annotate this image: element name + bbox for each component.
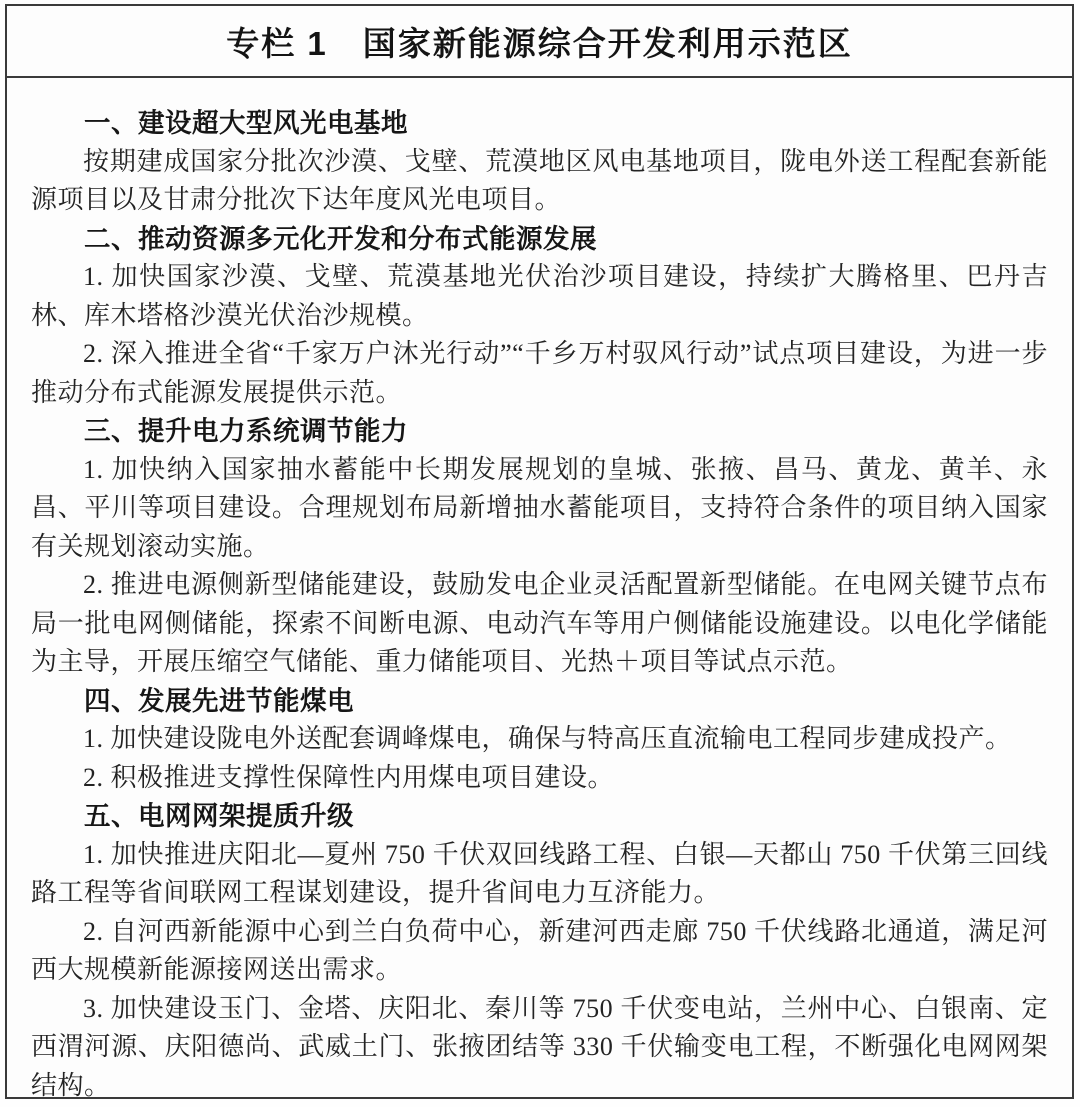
column-title: 专栏 1 国家新能源综合开发利用示范区 bbox=[7, 6, 1072, 78]
section-2-paragraph-2: 2. 深入推进全省“千家万户沐光行动”“千乡万村驭风行动”试点项目建设，为进一步推动分布式能源发展提供示范。 bbox=[31, 339, 1048, 407]
column-box bbox=[5, 4, 1074, 1099]
section-4-paragraph-2: 2. 积极推进支撑性保障性内用煤电项目建设。 bbox=[83, 762, 615, 792]
section-5-paragraph-3: 3. 加快建设玉门、金塔、庆阳北、秦川等 750 千伏变电站，兰州中心、白银南、定西渭河源、庆阳德尚、武威土门、张掖团结等 330 千伏输变电工程，不断强化电网网架结构。 bbox=[31, 993, 1048, 1100]
section-2-heading: 二、推动资源多元化开发和分布式能源发展 bbox=[84, 223, 597, 254]
section-4-heading: 四、发展先进节能煤电 bbox=[84, 685, 354, 716]
section-1-paragraph-1: 按期建成国家分批次沙漠、戈壁、荒漠地区风电基地项目，陇电外送工程配套新能源项目以及甘肃分批次下达年度风光电项目。 bbox=[31, 146, 1048, 214]
section-1-heading: 一、建设超大型风光电基地 bbox=[84, 108, 408, 138]
section-3-paragraph-2: 2. 推进电源侧新型储能建设，鼓励发电企业灵活配置新型储能。在电网关键节点布局一批电网侧储能，探索不间断电源、电动汽车等用户侧储能设施建设。以电化学储能为主导，开展压缩空气储能、重力储能项目、光热＋项目等试点示范。 bbox=[31, 570, 1048, 676]
section-5-paragraph-1: 1. 加快推进庆阳北—夏州 750 千伏双回线路工程、白银—天都山 750 千伏第三回线路工程等省间联网工程谋划建设，提升省间电力互济能力。 bbox=[31, 839, 1048, 907]
section-3-heading: 三、提升电力系统调节能力 bbox=[84, 416, 408, 446]
section-3-paragraph-1: 1. 加快纳入国家抽水蓄能中长期发展规划的皇城、张掖、昌马、黄龙、黄羊、永昌、平川等项目建设。合理规划布局新增抽水蓄能项目，支持符合条件的项目纳入国家有关规划滚动实施。 bbox=[31, 454, 1048, 561]
section-2-paragraph-1: 1. 加快国家沙漠、戈壁、荒漠基地光伏治沙项目建设，持续扩大腾格里、巴丹吉林、库木塔格沙漠光伏治沙规模。 bbox=[31, 262, 1048, 330]
section-5-paragraph-2: 2. 自河西新能源中心到兰白负荷中心，新建河西走廊 750 千伏线路北通道，满足河西大规模新能源接网送出需求。 bbox=[31, 916, 1048, 984]
section-5-heading: 五、电网网架提质升级 bbox=[84, 801, 354, 831]
section-4-paragraph-1: 1. 加快建设陇电外送配套调峰煤电，确保与特高压直流输电工程同步建成投产。 bbox=[83, 724, 1012, 753]
column-body bbox=[7, 78, 1072, 1105]
